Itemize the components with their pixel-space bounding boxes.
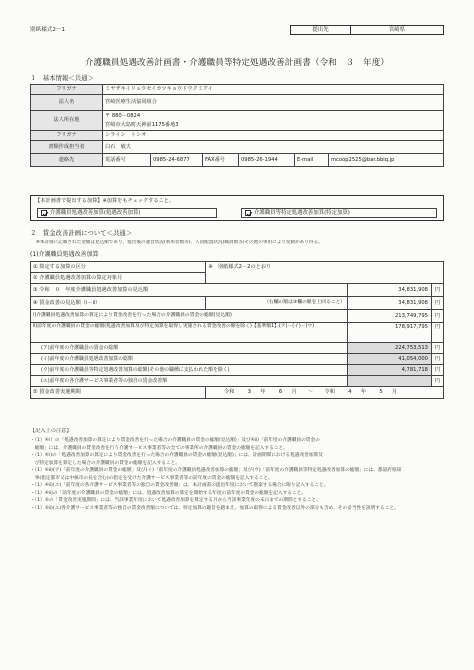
row-label: ⑤ 賃金改善実施期間 bbox=[31, 387, 206, 399]
row-sub-note: （右欄の額は③欄の額を上回ること） bbox=[206, 297, 348, 310]
row-label: ⅱ)前年度の介護職員の賃金の総額(処遇改善加算及び特定加算を取得し実施される賃金改善の額を除く)【基準額1】(ア)－(イ)－(ウ) bbox=[31, 323, 348, 343]
footnotes bbox=[30, 428, 444, 638]
footnote-line: び特定加算を算定した場合の介護職員の賃金の総額を記入すること。 bbox=[30, 460, 181, 466]
period-month-end: 5 bbox=[379, 389, 383, 396]
period-year-end: 4 bbox=[348, 389, 352, 396]
amount-value: 34,831,908 bbox=[348, 284, 432, 297]
table-row bbox=[31, 284, 444, 297]
row-label: ⅰ)介護職員処遇改善加算の算定により賃金改善を行った場合の介護職員の賃金の総額(見込額) bbox=[31, 310, 348, 323]
table-row bbox=[31, 297, 444, 310]
row-label: 法人名 bbox=[31, 95, 103, 111]
period-era-start: 令和 bbox=[224, 389, 235, 396]
footnote-line: ・（1）④ⅱ)の「前年度の介護職員の賃金の総額」には、処遇改善加算の算定を開始する年度の前年度の賃金の総額を記入すること。 bbox=[30, 490, 307, 496]
footnote-line: ・（1）④ⅰ）の「処遇改善加算の算定により賃金改善を行った場合の介護職員の賃金の総額(見込額)」及び④ⅱ)「前年度の介護職員の賃金の bbox=[30, 438, 320, 444]
row-label: (エ)前年度の各介護サービス事業者等の独自の賃金改善額 bbox=[31, 376, 348, 387]
section2-note: ※本計画に記載された金額は見込額であり、提出後の運営状況(利用者数等)、人員配置状況(職員数等)その他の事由により変動があり得る。 bbox=[36, 240, 323, 245]
plan-box bbox=[30, 195, 444, 221]
section2-heading: ２ 賃金改善計画について＜共通＞ bbox=[30, 229, 133, 237]
checkbox-label: 介護職員処遇改善加算(処遇改善加算) bbox=[50, 209, 141, 216]
footnote-line: ・（1）④ⅰ)の「処遇改善加算の算定により賃金改善を行った場合の介護職員の賃金の総額(見込額)」には、計画期間における処遇改善加算及 bbox=[30, 453, 323, 459]
plan-caption: 【本計画書で提出する加算】※加算をもチェックすること。 bbox=[35, 198, 175, 204]
table-row bbox=[31, 323, 444, 343]
postal-value: 〒 880－0824 bbox=[103, 111, 444, 121]
row-label: (イ)前年度の介護職員処遇改善加算の総額 bbox=[31, 354, 348, 365]
email-value: mcoop2525@bar.bbiq.jp bbox=[329, 154, 444, 167]
furigana-value: ミヤザキイリョウセイカツキョウドウクミアイ bbox=[103, 85, 444, 95]
year-unit: 年 bbox=[360, 389, 367, 396]
calc-table bbox=[30, 261, 444, 399]
period-era-end: 令和 bbox=[324, 389, 335, 396]
author-value: 白石 敏夫 bbox=[103, 141, 444, 154]
amount-value: 4,781,718 bbox=[348, 365, 432, 376]
checkbox-treatment-improvement[interactable] bbox=[37, 208, 217, 218]
subsection-heading: (1)介護職員処遇改善加算 bbox=[30, 251, 99, 258]
amount-value: 178,917,795 bbox=[348, 323, 432, 343]
row-label: フリガナ bbox=[31, 131, 103, 141]
tel-label: 電話番号 bbox=[103, 154, 151, 167]
unit: 円 bbox=[431, 297, 443, 310]
footnotes-heading: 【記入上の注意】 bbox=[30, 428, 72, 434]
checkbox-specific-improvement[interactable] bbox=[241, 208, 437, 218]
table-row bbox=[31, 376, 444, 387]
row-label: ② 介護職員処遇改善加算の算定対象月 bbox=[31, 273, 206, 284]
footnote-line: 総額」には、介護職員の賃金改善を行う介護サービス事業者等の全ての事業所の介護職員の賃金の総額を記入すること。 bbox=[30, 445, 288, 451]
side-note: ※ 別紙様式2－2のとおり bbox=[206, 262, 444, 284]
tel-value: 0985-24-6877 bbox=[151, 154, 203, 167]
unit: 円 bbox=[431, 323, 443, 343]
fax-value: 0985-26-1944 bbox=[239, 154, 295, 167]
row-label: (ウ)前年度の介護職員等特定処遇改善加算の総額(その他の職種に支払われた額を除く) bbox=[31, 365, 348, 376]
table-row bbox=[31, 131, 444, 141]
unit: 円 bbox=[431, 284, 443, 297]
unit: 円 bbox=[431, 310, 443, 323]
row-label: フリガナ bbox=[31, 85, 103, 95]
row-label: ③ 令和 ０ 年度介護職員処遇改善加算の見込額 bbox=[31, 284, 348, 297]
footnote-line: ・（1）④ⅱ)(ア)「前年度の介護職員の賃金の総額」及び(イ)「前年度の介護職員処遇改善加算の総額」及び(ウ)「前年度の介護職員等特定処遇改善加算の総額」には、都道府県知 bbox=[30, 468, 402, 474]
amount-value bbox=[348, 376, 432, 387]
month-unit: 月 bbox=[291, 389, 297, 396]
checkbox-icon[interactable] bbox=[41, 210, 47, 216]
checkbox-icon[interactable] bbox=[245, 210, 251, 216]
footnote-line: ・（1）⑤の「賃金改善実施期間」には、当該事業年度において処遇改善加算を算定する月から当該事業年度の末日までの期間とすること。 bbox=[30, 498, 321, 504]
period-month-start: 6 bbox=[278, 389, 283, 396]
row-label: ④ 賃金改善の見込額（ⅰ－ⅱ） bbox=[31, 297, 206, 310]
address-value: 宮崎市大島町天神前1175番地3 bbox=[103, 121, 444, 131]
amount-value: 34,831,908 bbox=[348, 297, 432, 310]
table-row bbox=[31, 343, 444, 354]
table-row bbox=[31, 141, 444, 154]
unit: 円 bbox=[431, 365, 443, 376]
table-row bbox=[31, 262, 444, 273]
table-row bbox=[31, 365, 444, 376]
amount-value: 224,753,513 bbox=[348, 343, 432, 354]
month-unit: 月 bbox=[392, 389, 398, 396]
section1-heading: １ 基本情報＜共通＞ bbox=[30, 74, 94, 82]
table-row bbox=[31, 387, 444, 399]
row-label: (ア)前年度の介護職員の賃金の総額 bbox=[31, 343, 348, 354]
page-title: 介護職員処遇改善計画書・介護職員等特定処遇改善計画書（令和 ３ 年度） bbox=[84, 58, 390, 68]
email-label: E-mail bbox=[295, 154, 329, 167]
form-id: 別紙様式2－1 bbox=[30, 27, 66, 33]
furigana-value: シライシ トシオ bbox=[103, 131, 444, 141]
period-tilde: ～ bbox=[308, 389, 314, 396]
amount-value: 41,054,000 bbox=[348, 354, 432, 365]
table-row bbox=[31, 310, 444, 323]
row-label: ① 算定する加算の区分 bbox=[31, 262, 206, 273]
submit-label: 提出先 bbox=[291, 26, 351, 34]
corp-name-value: 宮崎医療生活協同組合 bbox=[103, 95, 444, 111]
fax-label: FAX番号 bbox=[203, 154, 239, 167]
row-label: 法人所在地 bbox=[31, 111, 103, 131]
unit: 円 bbox=[431, 343, 443, 354]
table-row bbox=[31, 85, 444, 95]
unit: 円 bbox=[431, 354, 443, 365]
footnote-line: ・（1）④ⅱ)(エ)「前年度の各介護サービス事業者等の独自の賃金改善額」は、本計画書の提出年度において勘案する場合に限り記入すること。 bbox=[30, 483, 329, 489]
table-row bbox=[31, 354, 444, 365]
year-unit: 年 bbox=[260, 389, 266, 396]
period-year-start: 3 bbox=[247, 389, 252, 396]
amount-value: 213,749,795 bbox=[348, 310, 432, 323]
table-row bbox=[31, 111, 444, 121]
basic-info-table bbox=[30, 84, 444, 167]
table-row bbox=[31, 154, 444, 167]
row-label: 書類作成担当者 bbox=[31, 141, 103, 154]
table-row bbox=[31, 95, 444, 111]
period-value bbox=[206, 387, 444, 399]
submission-box bbox=[290, 25, 444, 35]
submit-value: 宮崎県 bbox=[388, 26, 406, 33]
row-label: 連絡先 bbox=[31, 154, 103, 167]
footnote-line: 事(指定都市又は中核市の長を含む)の指定を受けた介護サービス事業者等の前年度の賃金の総額を記入すること。 bbox=[30, 475, 273, 481]
footnote-line: ・（1）⑤ⅱ)(エ)各介護サービス事業者等の独自の賃金改善額については、特定加算の趣旨を踏まえ、加算の取得による賃金改善以外の部分も含め、その妥当性を説明すること。 bbox=[30, 505, 399, 511]
checkbox-label: 介護職員等特定処遇改善加算(特定加算) bbox=[254, 209, 350, 216]
unit: 円 bbox=[431, 376, 443, 387]
